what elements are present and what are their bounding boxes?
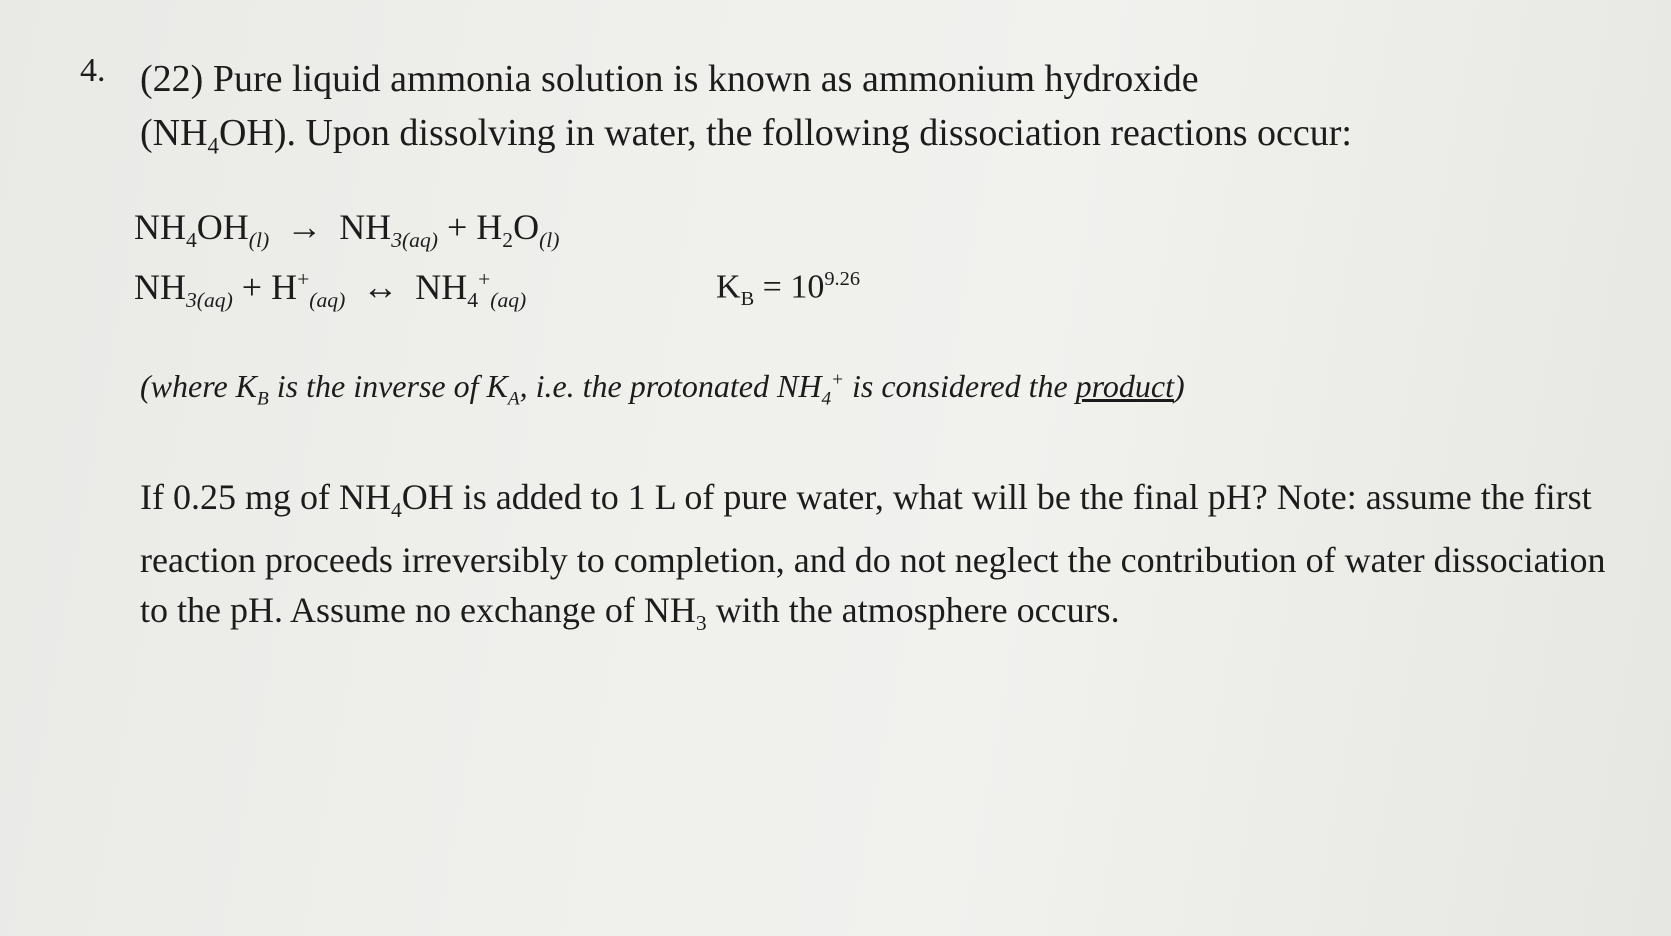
note-text xyxy=(140,368,1185,410)
r1-sub4: 4 xyxy=(186,228,197,253)
kb-equals: = 10 xyxy=(762,268,825,306)
note-d: is considered the xyxy=(844,368,1076,404)
kb-k: K xyxy=(716,268,741,306)
question-number: 4. xyxy=(80,52,106,89)
note-close: ) xyxy=(1174,368,1185,404)
question-intro: (22) Pure liquid ammonia solution is known as ammonium hydroxide $(NH_4OH)$. Upon dissolving in water, the following dissociation reactions occur: xyxy=(140,58,1352,159)
problem-p1: If 0.25 mg of NH xyxy=(140,477,391,517)
r1-o: O xyxy=(513,207,540,247)
problem-p1-b: OH is added to 1 L of pure water, what will be the final pH? Note: assume the first reaction proceeds irreversibly to completion, and do not neglect the contribution of water dissociation to the pH. Assume no exchange of NH xyxy=(140,477,1606,631)
r2-state-aq: (aq) xyxy=(309,288,346,313)
note-a: (where K xyxy=(140,368,258,404)
note-sup: + xyxy=(831,369,844,391)
r1-state-l: (l) xyxy=(248,228,270,253)
r1-oh: OH xyxy=(196,207,249,247)
r1-nh: NH xyxy=(134,207,186,247)
r2-nh4: NH xyxy=(415,267,468,307)
note-underlined: product xyxy=(1075,368,1175,404)
note-sub4: 4 xyxy=(821,388,832,410)
r1-arrow: → xyxy=(286,207,323,247)
intro-subscript: 4 xyxy=(207,133,219,159)
note-b: is the inverse of K xyxy=(268,368,508,404)
r2-nh3: NH xyxy=(134,267,186,307)
r1-h: H xyxy=(476,207,503,247)
reaction-2 xyxy=(134,266,526,313)
problem-p1-sub: 4 xyxy=(390,498,402,523)
r2-arrow: ↔ xyxy=(362,267,399,307)
problem-p2-sub: 3 xyxy=(695,611,707,636)
r1-sub3aq: 3(aq) xyxy=(391,228,438,253)
r2-sup-plus: + xyxy=(297,267,310,291)
note-sub-a: A xyxy=(507,388,520,410)
note-sub-b: B xyxy=(257,388,269,410)
r2-h: H xyxy=(271,267,298,307)
problem-text xyxy=(140,472,1620,648)
kb-sub: B xyxy=(740,288,755,311)
r2-sub3aq: 3(aq) xyxy=(186,288,233,313)
question-points: (22) xyxy=(140,58,204,100)
problem-p2-b: with the atmosphere occurs. xyxy=(706,590,1120,631)
r2-sup-plus2: + xyxy=(478,267,491,291)
r1-state-l2: (l) xyxy=(539,228,560,253)
note-c: , i.e. the protonated NH xyxy=(519,368,822,404)
r1-sub2: 2 xyxy=(502,228,514,253)
intro-text-a: Pure liquid ammonia solution is known as ammonium hydroxide xyxy=(212,58,1199,100)
r2-sub4: 4 xyxy=(467,288,479,313)
kb-value xyxy=(716,268,860,311)
r1-nh3: NH xyxy=(339,207,392,247)
r1-plus: + xyxy=(446,207,468,247)
intro-text-b: OH). Upon dissolving in water, the following dissociation reactions occur: xyxy=(218,112,1352,154)
r2-state-aq2: (aq) xyxy=(490,288,527,313)
r2-plus: + xyxy=(241,267,263,307)
reaction-1 xyxy=(134,206,559,253)
kb-exp: 9.26 xyxy=(824,268,861,290)
